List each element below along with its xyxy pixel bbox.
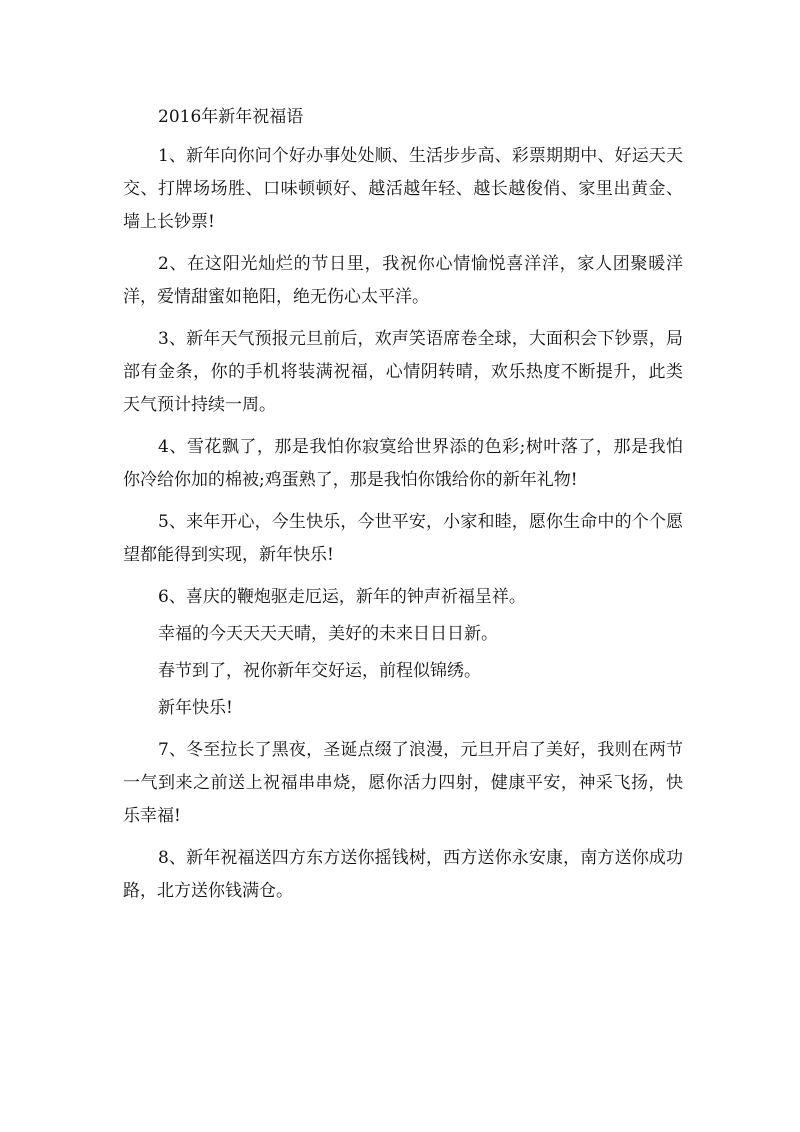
document-title: 2016年新年祝福语 bbox=[158, 107, 304, 127]
paragraph-3: 3、新年天气预报元旦前后，欢声笑语席卷全球，大面积会下钞票，局部有金条，你的手机将装满祝福，心情阴转晴，欢乐热度不断提升，此类天气预计持续一周。 bbox=[123, 329, 683, 415]
paragraph-7: 7、冬至拉长了黑夜，圣诞点缀了浪漫，元旦开启了美好，我则在两节一气到来之前送上祝福串串烧，愿你活力四射，健康平安，神采飞扬，快乐幸福! bbox=[123, 740, 683, 826]
paragraph-6: 6、喜庆的鞭炮驱走厄运，新年的钟声祈福呈祥。 bbox=[158, 587, 526, 607]
paragraph-5: 5、来年开心，今生快乐，今世平安，小家和睦，愿你生命中的个个愿望都能得到实现，新年快乐! bbox=[123, 512, 683, 565]
paragraph-6-line-2: 幸福的今天天天天晴，美好的未来日日日新。 bbox=[158, 624, 498, 644]
paragraph-6-line-4: 新年快乐! bbox=[158, 698, 233, 718]
paragraph-2: 2、在这阳光灿烂的节日里，我祝你心情愉悦喜洋洋，家人团聚暖洋洋，爱情甜蜜如艳阳，绝无伤心太平洋。 bbox=[123, 254, 683, 307]
paragraph-1: 1、新年向你问个好办事处处顺、生活步步高、彩票期期中、好运天天交、打牌场场胜、口味顿顿好、越活越年轻、越长越俊俏、家里出黄金、墙上长钞票! bbox=[123, 146, 683, 232]
paragraph-8: 8、新年祝福送四方东方送你摇钱树，西方送你永安康，南方送你成功路，北方送你钱满仓。 bbox=[123, 848, 683, 901]
paragraph-6-line-3: 春节到了，祝你新年交好运，前程似锦绣。 bbox=[158, 661, 481, 681]
paragraph-4: 4、雪花飘了，那是我怕你寂寞给世界添的色彩;树叶落了，那是我怕你冷给你加的棉被;鸡蛋熟了，那是我怕你饿给你的新年礼物! bbox=[123, 437, 683, 490]
document-body bbox=[123, 102, 683, 917]
